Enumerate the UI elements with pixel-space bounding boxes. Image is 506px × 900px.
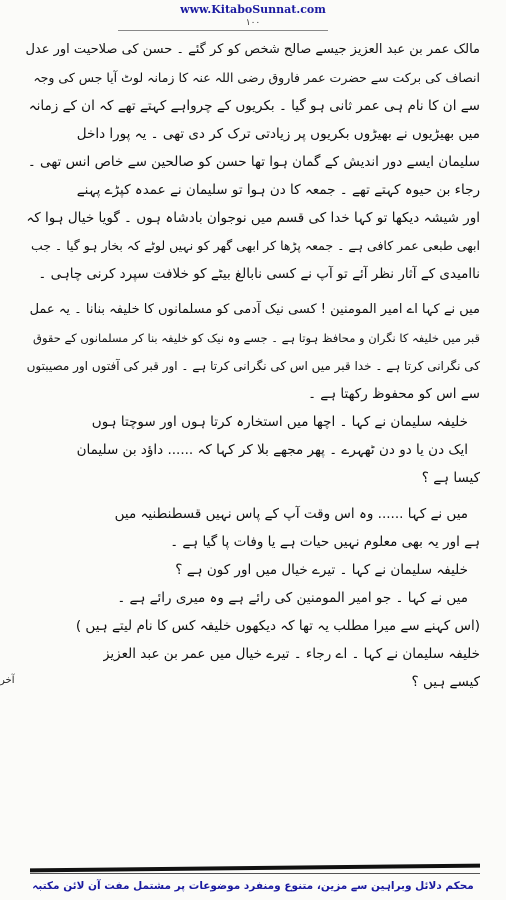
text-line: مالک عمر بن عبد العزیز جیسے صالح شخص کو کر گئے ۔ حسن کی صلاحیت اور عدل (25, 42, 480, 57)
text-line: ایک دن یا دو دن ٹھہرے ۔ پھر مجھے بلا کر کہا کہ ...... داؤد بن سلیمان (76, 442, 468, 458)
text-line: سلیمان ایسے دور اندیش کے گمان ہوا تھا حسن کو صالحین سے خاص انس تھی ۔ (27, 154, 480, 170)
text-line: میں بھیڑیوں نے بھیڑوں بکریوں پر زیادتی ترک کر دی تھی ۔ یہ پورا داخل (76, 126, 480, 142)
text-line: کیسے ہیں ؟ (411, 674, 480, 690)
text-line: میں نے کہا ...... وہ اس وقت آپ کے پاس نہیں قسطنطنیہ میں (114, 506, 468, 522)
page-number: ۱۰۰ (245, 18, 261, 28)
text-line: خلیفہ سلیمان نے کہا ۔ تیرے خیال میں اور کون ہے ؟ (175, 562, 468, 578)
text-line: (اس کہنے سے میرا مطلب یہ تھا کہ دیکھوں خلیفہ کس کا نام لیتے ہیں ) (75, 618, 480, 634)
bottom-rule-thin (30, 873, 480, 874)
text-line: میں نے کہا اے امیر المومنین ! کسی نیک آدمی کو مسلمانوں کا خلیفہ بنانا ۔ یہ عمل (29, 302, 480, 317)
text-line: اور شیشہ دیکھا تو کہا خدا کی قسم میں نوجوان بادشاہ ہوں ۔ گویا خیال ہوا کہ (26, 210, 480, 226)
text-line: ہے اور یہ بھی معلوم نہیں حیات ہے یا وفات پا گیا ہے ۔ (170, 534, 480, 550)
text-line: رجاء بن حیوہ کہتے تھے ۔ جمعہ کا دن ہوا تو سلیمان نے عمدہ کپڑے پہنے (76, 182, 480, 198)
text-line: میں نے کہا ۔ جو امیر المومنین کی رائے ہے وہ میری رائے ہے ۔ (117, 590, 468, 606)
site-url[interactable]: www.KitaboSunnat.com (180, 3, 326, 16)
margin-note: آخر (0, 675, 15, 686)
footer-tagline: محکم دلائل وبراہین سے مزین، متنوع ومنفرد موضوعات پر مشتمل مفت آن لائن مکتبہ (32, 880, 474, 892)
text-line: خلیفہ سلیمان نے کہا ۔ اچھا میں استخارہ کرتا ہوں اور سوچتا ہوں (91, 414, 468, 430)
text-line: انصاف کی برکت سے حضرت عمر فاروق رضی اللہ عنہ کا زمانہ لوٹ آیا جس کی وجہ (33, 70, 480, 85)
text-line: ناامیدی کے آثار نظر آئے تو آپ نے کسی نابالغ بیٹے کو خلافت سپرد کرنی چاہی ۔ (38, 266, 480, 282)
bottom-rule (30, 864, 480, 873)
text-line: قبر میں خلیفہ کا نگران و محافظ ہوتا ہے ۔ جسے وہ نیک کو خلیفہ بنا کر مسلمانوں کے حقوق (33, 331, 480, 345)
text-line: سے ان کا نام ہی عمر ثانی ہو گیا ۔ بکریوں کے چرواہے کہتے تھے کہ ان کے زمانہ (28, 98, 480, 114)
text-line: کی نگرانی کرتا ہے ۔ خدا قبر میں اس کی نگرانی کرتا ہے ۔ اور قبر کی آفتوں اور مصیبتوں (26, 359, 480, 373)
text-line: خلیفہ سلیمان نے کہا ۔ اے رجاء ۔ تیرے خیال میں عمر بن عبد العزیز (102, 646, 480, 662)
text-line: کیسا ہے ؟ (421, 470, 480, 486)
text-line: ابھی طبعی عمر کافی ہے ۔ جمعہ پڑھا کر ابھی گھر کو نہیں لوٹے کہ بخار ہو گیا ۔ جب (30, 238, 480, 253)
text-line: سے اس کو محفوظ رکھتا ہے ۔ (308, 386, 480, 402)
header-rule (118, 30, 328, 31)
